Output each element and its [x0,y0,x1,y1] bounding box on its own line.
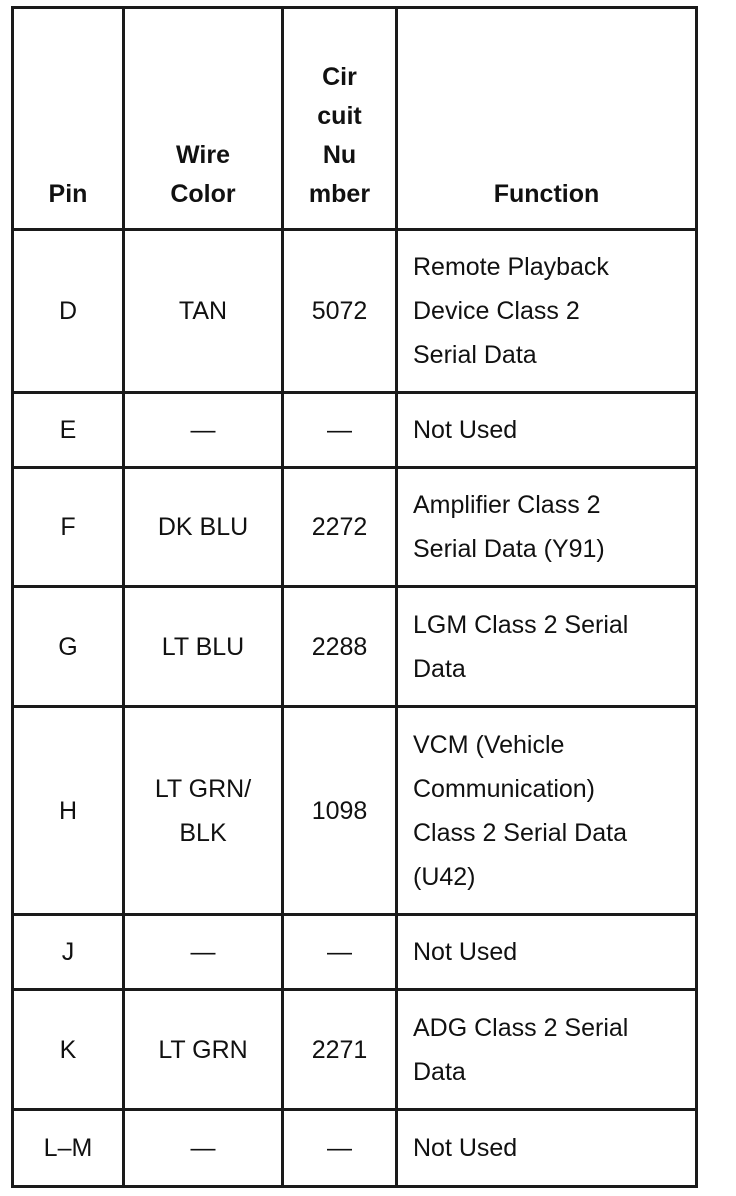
wire-color-cell: LT GRN [124,990,283,1110]
wire-color-cell: — [124,1110,283,1187]
table-row [13,587,697,707]
header-row [13,8,697,230]
circuit-number-cell: 2271 [283,990,397,1110]
circuit-number-cell: — [283,393,397,468]
connector-pinout-table [11,6,698,1188]
pin-cell: E [13,393,124,468]
wire-color-cell: LT BLU [124,587,283,707]
table-row [13,915,697,990]
header-wire-color: Wire Color [124,8,283,230]
function-cell: ADG Class 2 Serial Data [397,990,697,1110]
circuit-number-cell: 1098 [283,707,397,915]
function-cell: VCM (Vehicle Communication) Class 2 Serial Data (U42) [397,707,697,915]
pin-cell: J [13,915,124,990]
pin-cell: G [13,587,124,707]
table-row [13,707,697,915]
header-pin: Pin [13,8,124,230]
table-row [13,393,697,468]
pin-cell: F [13,468,124,587]
table-row [13,468,697,587]
pin-cell: L–M [13,1110,124,1187]
table-row [13,1110,697,1187]
table-row [13,990,697,1110]
wire-color-cell: LT GRN/ BLK [124,707,283,915]
circuit-number-cell: — [283,1110,397,1187]
function-cell: LGM Class 2 Serial Data [397,587,697,707]
wire-color-cell: TAN [124,230,283,393]
circuit-number-cell: 2288 [283,587,397,707]
header-function: Function [397,8,697,230]
wire-color-cell: DK BLU [124,468,283,587]
header-circuit-number: Cir cuit Nu mber [283,8,397,230]
pin-cell: H [13,707,124,915]
wire-color-cell: — [124,393,283,468]
table-row [13,230,697,393]
pin-cell: D [13,230,124,393]
function-cell: Not Used [397,915,697,990]
circuit-number-cell: 5072 [283,230,397,393]
function-cell: Remote Playback Device Class 2 Serial Data [397,230,697,393]
function-cell: Not Used [397,393,697,468]
wire-color-cell: — [124,915,283,990]
function-cell: Not Used [397,1110,697,1187]
circuit-number-cell: 2272 [283,468,397,587]
pin-cell: K [13,990,124,1110]
circuit-number-cell: — [283,915,397,990]
function-cell: Amplifier Class 2 Serial Data (Y91) [397,468,697,587]
